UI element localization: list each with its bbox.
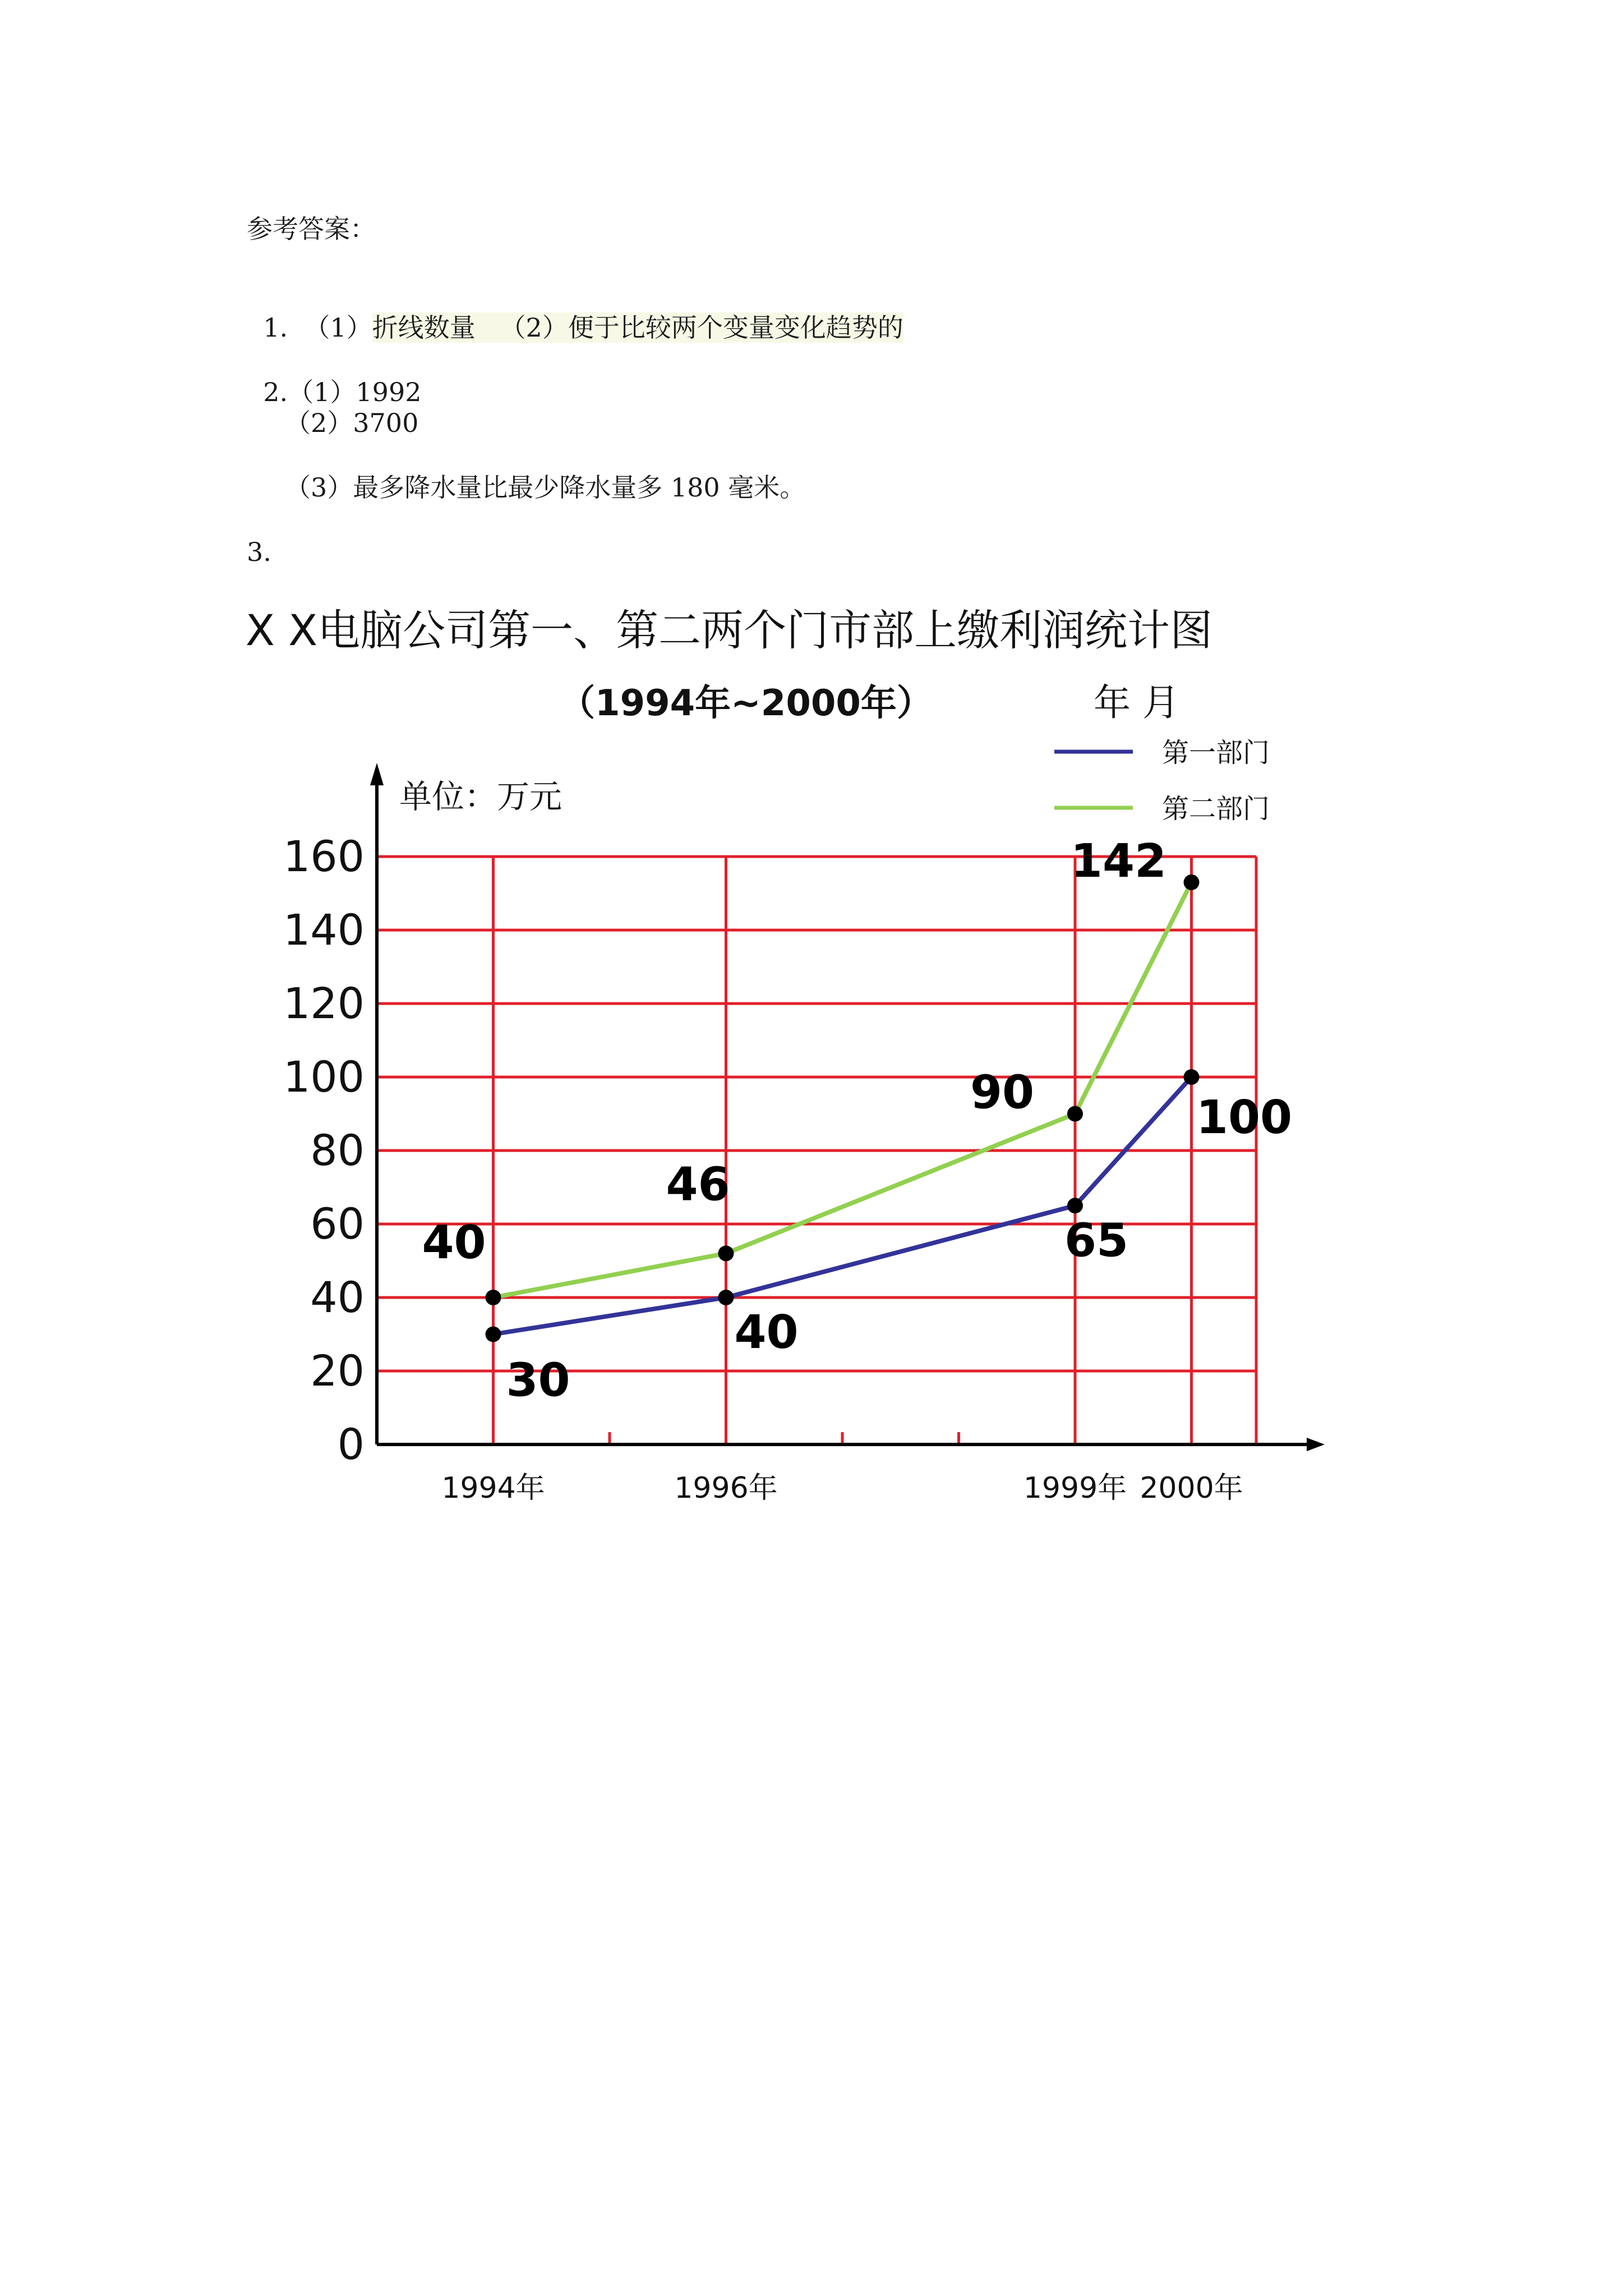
- data-point: [1067, 1106, 1083, 1122]
- y-tick-label: 80: [310, 1125, 365, 1175]
- axes: [370, 763, 1325, 1451]
- legend-label: 第二部门: [1162, 793, 1270, 825]
- data-label: 30: [506, 1354, 570, 1407]
- data-point: [1067, 1198, 1083, 1213]
- x-tick-label: 1999年: [1023, 1471, 1127, 1505]
- y-axis-arrow: [370, 763, 384, 785]
- chart-title: X X电脑公司第一、第二两个门市部上缴利润统计图: [245, 605, 1213, 655]
- profit-line-chart: [0, 572, 1623, 1537]
- data-point: [718, 1290, 734, 1305]
- y-tick-label: 160: [283, 831, 365, 881]
- answer-1-part2-label: （2）: [500, 312, 568, 343]
- data-label: 142: [1070, 834, 1167, 888]
- answer-1-part1-label: （1）: [304, 312, 372, 343]
- data-label: 65: [1064, 1214, 1129, 1268]
- legend-label: 第一部门: [1162, 737, 1270, 769]
- data-point: [1184, 1069, 1200, 1085]
- answer-1-number: 1.: [263, 312, 288, 343]
- answer-3-number: 3.: [247, 537, 271, 567]
- data-label: 40: [734, 1306, 799, 1359]
- answer-2-number: 2.: [263, 377, 288, 407]
- data-point: [486, 1327, 501, 1342]
- y-axis-label: 单位：万元: [399, 777, 562, 816]
- x-tick-label: 1994年: [441, 1471, 545, 1505]
- y-tick-label: 0: [337, 1419, 365, 1469]
- legend: [1054, 737, 1270, 825]
- data-label: 100: [1196, 1091, 1293, 1144]
- data-point: [1184, 875, 1200, 890]
- x-tick-labels: [441, 1471, 1243, 1505]
- y-tick-labels: [283, 831, 365, 1469]
- answer-2-2: （2）3700: [285, 408, 419, 438]
- data-labels: [422, 835, 1292, 1407]
- data-point: [718, 1245, 734, 1261]
- chart-subtitle: （1994年~2000年）: [559, 683, 933, 724]
- x-tick-label: 1996年: [674, 1471, 778, 1505]
- answer-2-1-text: （1）1992: [288, 377, 422, 407]
- y-tick-label: 140: [283, 905, 365, 955]
- data-point: [486, 1290, 501, 1305]
- y-tick-label: 40: [310, 1272, 365, 1322]
- y-tick-label: 20: [310, 1346, 365, 1396]
- answers-heading: 参考答案：: [247, 214, 376, 244]
- answer-1: [247, 277, 903, 344]
- y-tick-label: 120: [283, 978, 365, 1028]
- answer-1-part2-text: 便于比较两个变量变化趋势的: [568, 312, 903, 343]
- data-label: 40: [422, 1216, 486, 1269]
- y-tick-label: 60: [310, 1199, 365, 1249]
- x-tick-label: 2000年: [1140, 1471, 1243, 1505]
- answer-2-3: （3）最多降水量比最少降水量多 180 毫米。: [285, 472, 806, 503]
- x-axis-arrow: [1307, 1438, 1325, 1451]
- y-tick-label: 100: [283, 1052, 365, 1102]
- data-label: 46: [666, 1158, 730, 1212]
- chart-date-label: 年 月: [1094, 681, 1179, 724]
- answer-2-1: [247, 342, 421, 409]
- answer-1-part1-text: 折线数量: [372, 312, 476, 343]
- data-series: [486, 875, 1200, 1342]
- data-label: 90: [970, 1066, 1035, 1120]
